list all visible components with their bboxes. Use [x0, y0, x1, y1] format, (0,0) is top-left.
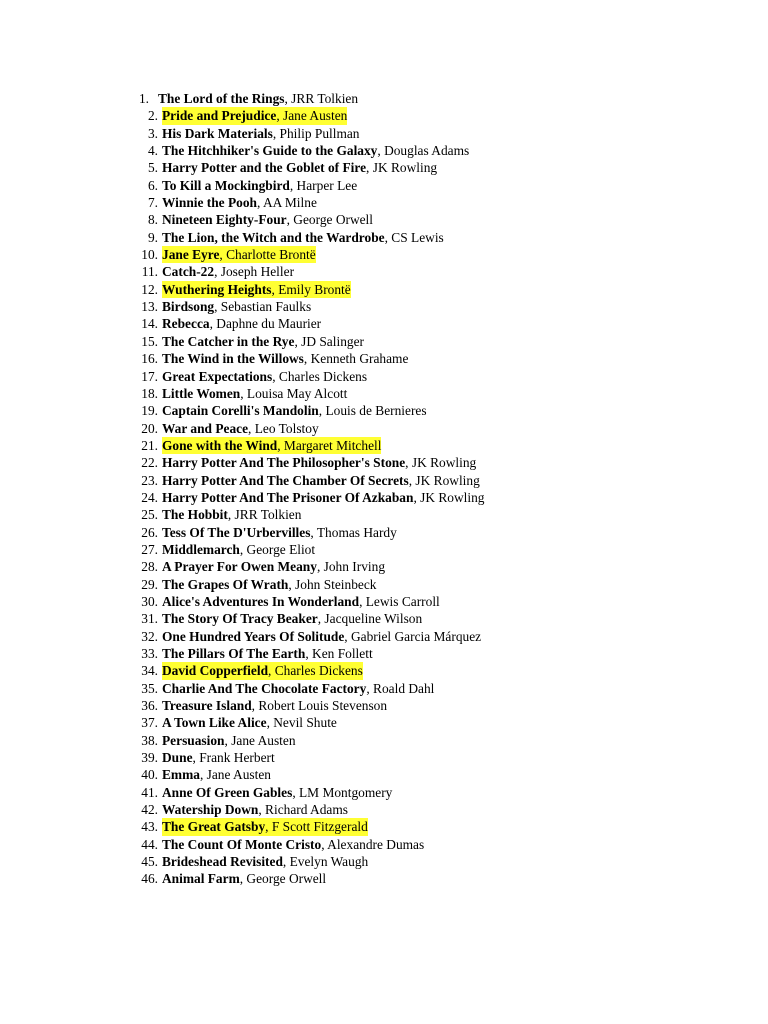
book-title: The Catcher in the Rye: [162, 333, 295, 349]
book-author: , Gabriel Garcia Márquez: [344, 628, 482, 644]
list-item: [128, 229, 485, 246]
list-item: [128, 558, 485, 575]
book-author: , Leo Tolstoy: [248, 420, 319, 436]
item-number: 15.: [141, 333, 158, 349]
item-text: [162, 593, 440, 610]
book-title: War and Peace: [162, 420, 249, 436]
list-item: [128, 541, 485, 558]
item-text: [162, 315, 321, 332]
book-title: Brideshead Revisited: [162, 854, 283, 870]
book-title: Dune: [162, 750, 193, 766]
book-author: , Roald Dahl: [366, 680, 435, 696]
item-number: 29.: [141, 576, 158, 592]
item-number: 12.: [141, 281, 158, 297]
book-author: , George Eliot: [239, 541, 316, 557]
book-title: Emma: [162, 767, 200, 783]
book-author: , Jane Austen: [276, 108, 348, 124]
list-item: [128, 315, 485, 332]
list-item: [128, 836, 485, 853]
book-author: , JK Rowling: [413, 489, 485, 505]
list-item: [128, 870, 485, 887]
list-item: [128, 454, 485, 471]
list-item: [128, 437, 485, 454]
book-title: The Great Gatsby: [162, 819, 266, 835]
book-author: , Nevil Shute: [266, 715, 337, 731]
list-item: [128, 142, 485, 159]
list-item: [128, 749, 485, 766]
highlighted-item-text: [162, 107, 347, 124]
book-author: , LM Montgomery: [292, 784, 393, 800]
item-text: [162, 368, 367, 385]
book-author: , George Orwell: [239, 871, 327, 887]
book-title: Wuthering Heights: [162, 281, 272, 297]
list-item: [128, 853, 485, 870]
highlighted-item-text: [162, 437, 381, 454]
item-text: [162, 576, 377, 593]
list-item: [128, 159, 485, 176]
book-author: , Louisa May Alcott: [240, 385, 348, 401]
book-title: Catch-22: [162, 264, 215, 280]
book-title: Pride and Prejudice: [162, 108, 277, 124]
item-text: [162, 610, 422, 627]
book-title: Animal Farm: [162, 871, 240, 887]
book-title: Persuasion: [162, 732, 225, 748]
item-text: [162, 541, 315, 558]
book-title: Rebecca: [162, 316, 210, 332]
list-item: [128, 645, 485, 662]
item-number: 31.: [141, 611, 158, 627]
book-author: , JRR Tolkien: [227, 507, 302, 523]
list-item: [128, 350, 485, 367]
list-item: [128, 263, 485, 280]
list-item: [128, 714, 485, 731]
item-number: 17.: [141, 368, 158, 384]
book-author: , Charles Dickens: [268, 663, 363, 679]
item-text: [162, 558, 385, 575]
item-number: 8.: [147, 212, 158, 228]
highlighted-item-text: [162, 281, 351, 298]
item-text: [162, 159, 437, 176]
item-text: [162, 766, 271, 783]
book-author: , JRR Tolkien: [284, 91, 359, 106]
item-number: 43.: [141, 819, 158, 835]
item-number: 40.: [141, 767, 158, 783]
book-title: The Hitchhiker's Guide to the Galaxy: [162, 143, 378, 159]
item-number: 44.: [141, 836, 158, 852]
item-text: [162, 333, 364, 350]
book-title: His Dark Materials: [162, 125, 273, 141]
list-item: [128, 177, 485, 194]
book-title: Charlie And The Chocolate Factory: [162, 680, 367, 696]
book-title: Jane Eyre: [162, 247, 220, 263]
list-item: [128, 420, 485, 437]
item-number: 46.: [141, 871, 158, 887]
book-author: , F Scott Fitzgerald: [265, 819, 368, 835]
book-title: The Grapes Of Wrath: [162, 576, 289, 592]
book-title: To Kill a Mockingbird: [162, 177, 290, 193]
item-text: [162, 853, 368, 870]
list-item: [128, 576, 485, 593]
item-text: [162, 801, 348, 818]
highlighted-item-text: [162, 818, 368, 835]
item-number: 11.: [141, 264, 158, 280]
item-number: 39.: [141, 750, 158, 766]
book-title: The Count Of Monte Cristo: [162, 836, 322, 852]
book-author: , JD Salinger: [294, 333, 364, 349]
book-list: [128, 90, 485, 888]
item-number: 10.: [141, 247, 158, 263]
book-title: Anne Of Green Gables: [162, 784, 293, 800]
item-number: 25.: [141, 507, 158, 523]
list-item: [128, 628, 485, 645]
book-title: Nineteen Eighty-Four: [162, 212, 287, 228]
book-author: , JK Rowling: [405, 455, 477, 471]
list-item: [128, 818, 485, 835]
list-item: [128, 368, 485, 385]
book-author: , Douglas Adams: [377, 143, 470, 159]
item-text: [162, 298, 311, 315]
book-title: Birdsong: [162, 299, 215, 315]
item-number: 28.: [141, 559, 158, 575]
list-item: [128, 593, 485, 610]
item-number: 38.: [141, 732, 158, 748]
item-text: [162, 402, 427, 419]
item-text: [162, 229, 444, 246]
book-title: The Hobbit: [162, 507, 228, 523]
list-item: [128, 732, 485, 749]
item-number: 37.: [141, 715, 158, 731]
book-author: , Jane Austen: [199, 767, 271, 783]
item-text: [162, 125, 360, 142]
highlighted-item-text: [162, 246, 316, 263]
list-item: [128, 680, 485, 697]
item-text: [162, 489, 485, 506]
book-title: Watership Down: [162, 802, 259, 818]
book-author: , JK Rowling: [408, 472, 480, 488]
book-title: Gone with the Wind: [162, 437, 278, 453]
item-number: 24.: [141, 489, 158, 505]
book-title: Harry Potter And The Chamber Of Secrets: [162, 472, 409, 488]
book-author: , Lewis Carroll: [359, 593, 440, 609]
item-number: 6.: [147, 177, 158, 193]
book-title: Winnie the Pooh: [162, 195, 257, 211]
item-number: 42.: [141, 802, 158, 818]
book-author: , Robert Louis Stevenson: [251, 698, 388, 714]
item-number: 4.: [147, 143, 158, 159]
item-text: [162, 350, 408, 367]
list-item: [128, 211, 485, 228]
item-text: [162, 784, 392, 801]
item-number: 18.: [141, 385, 158, 401]
item-text: [162, 628, 481, 645]
list-item: [128, 489, 485, 506]
list-item: [128, 90, 485, 107]
item-text: [162, 211, 373, 228]
item-text: [162, 697, 387, 714]
book-author: , Jacqueline Wilson: [317, 611, 423, 627]
list-item: [128, 524, 485, 541]
item-text: [162, 524, 397, 541]
book-title: The Story Of Tracy Beaker: [162, 611, 318, 627]
book-author: , AA Milne: [257, 195, 317, 211]
list-item: [128, 506, 485, 523]
book-title: Little Women: [162, 385, 241, 401]
book-title: The Wind in the Willows: [162, 351, 304, 367]
book-title: Treasure Island: [162, 698, 252, 714]
list-item: [128, 194, 485, 211]
book-title: Captain Corelli's Mandolin: [162, 403, 319, 419]
item-text: [162, 472, 480, 489]
item-text: [162, 142, 469, 159]
item-text: [162, 680, 434, 697]
book-title: A Prayer For Owen Meany: [162, 559, 317, 575]
item-number: 9.: [147, 229, 158, 245]
book-author: , Evelyn Waugh: [282, 854, 369, 870]
book-author: , George Orwell: [286, 212, 374, 228]
list-item: [128, 125, 485, 142]
book-author: , Jane Austen: [224, 732, 296, 748]
item-text: [158, 90, 358, 107]
highlighted-item-text: [162, 662, 363, 679]
book-title: Great Expectations: [162, 368, 273, 384]
item-text: [162, 645, 373, 662]
book-author: , Daphne du Maurier: [209, 316, 322, 332]
list-item: [128, 385, 485, 402]
item-number: 22.: [141, 455, 158, 471]
item-number: 3.: [147, 125, 158, 141]
book-author: , Joseph Heller: [214, 264, 295, 280]
list-item: [128, 298, 485, 315]
book-author: , John Irving: [316, 559, 386, 575]
book-author: , Harper Lee: [289, 177, 358, 193]
item-number: 14.: [141, 316, 158, 332]
book-title: Alice's Adventures In Wonderland: [162, 593, 360, 609]
item-number: 23.: [141, 472, 158, 488]
book-title: One Hundred Years Of Solitude: [162, 628, 345, 644]
book-title: Harry Potter And The Prisoner Of Azkaban: [162, 489, 414, 505]
item-text: [162, 732, 296, 749]
item-text: [162, 263, 294, 280]
list-item: [128, 472, 485, 489]
item-number: 34.: [141, 663, 158, 679]
item-number: 19.: [141, 403, 158, 419]
item-text: [162, 836, 424, 853]
book-title: Tess Of The D'Urbervilles: [162, 524, 311, 540]
list-item: [128, 766, 485, 783]
book-author: , Kenneth Grahame: [303, 351, 409, 367]
book-title: David Copperfield: [162, 663, 269, 679]
item-number: 13.: [141, 299, 158, 315]
book-author: , Thomas Hardy: [310, 524, 397, 540]
book-author: , Charles Dickens: [272, 368, 368, 384]
item-text: [162, 714, 337, 731]
list-item: [128, 610, 485, 627]
list-item: [128, 662, 485, 679]
item-number: 21.: [141, 437, 158, 453]
list-item: [128, 246, 485, 263]
item-number: 27.: [141, 541, 158, 557]
list-item: [128, 281, 485, 298]
item-number: 30.: [141, 593, 158, 609]
book-author: , Richard Adams: [258, 802, 348, 818]
book-author: , Louis de Bernieres: [318, 403, 427, 419]
item-number: 45.: [141, 854, 158, 870]
book-title: Harry Potter and the Goblet of Fire: [162, 160, 367, 176]
book-author: , Frank Herbert: [192, 750, 275, 766]
item-number: 35.: [141, 680, 158, 696]
book-author: , Philip Pullman: [272, 125, 360, 141]
book-author: , CS Lewis: [384, 229, 444, 245]
book-author: , Margaret Mitchell: [277, 437, 382, 453]
list-item: [128, 402, 485, 419]
book-title: The Lion, the Witch and the Wardrobe: [162, 229, 385, 245]
book-author: , Ken Follett: [305, 646, 373, 661]
item-number: 5.: [147, 160, 158, 176]
book-author: , Charlotte Brontë: [219, 247, 316, 263]
item-text: [162, 177, 357, 194]
book-title: Middlemarch: [162, 541, 240, 557]
item-text: [162, 749, 275, 766]
book-author: , JK Rowling: [366, 160, 438, 176]
book-author: , Alexandre Dumas: [321, 836, 425, 852]
item-text: [162, 194, 317, 211]
item-number: 33.: [141, 646, 158, 661]
book-title: The Lord of the Rings: [158, 91, 285, 106]
list-item: [128, 784, 485, 801]
item-number: 36.: [141, 698, 158, 714]
item-number: 26.: [141, 524, 158, 540]
item-number: 16.: [141, 351, 158, 367]
item-text: [162, 454, 476, 471]
item-number: 20.: [141, 420, 158, 436]
book-title: The Pillars Of The Earth: [162, 646, 306, 661]
item-text: [162, 385, 347, 402]
item-text: [162, 420, 319, 437]
item-number: 2.: [147, 108, 158, 124]
book-author: , Sebastian Faulks: [214, 299, 312, 315]
list-item: [128, 801, 485, 818]
book-title: Harry Potter And The Philosopher's Stone: [162, 455, 406, 471]
list-item: [128, 333, 485, 350]
item-number: 7.: [147, 195, 158, 211]
book-title: A Town Like Alice: [162, 715, 267, 731]
item-text: [162, 506, 301, 523]
item-text: [162, 870, 326, 887]
item-number: 41.: [141, 784, 158, 800]
item-number: 1.: [138, 91, 149, 106]
item-number: 32.: [141, 628, 158, 644]
book-author: , Emily Brontë: [271, 281, 351, 297]
list-item: [128, 107, 485, 124]
list-item: [128, 697, 485, 714]
book-author: , John Steinbeck: [288, 576, 377, 592]
